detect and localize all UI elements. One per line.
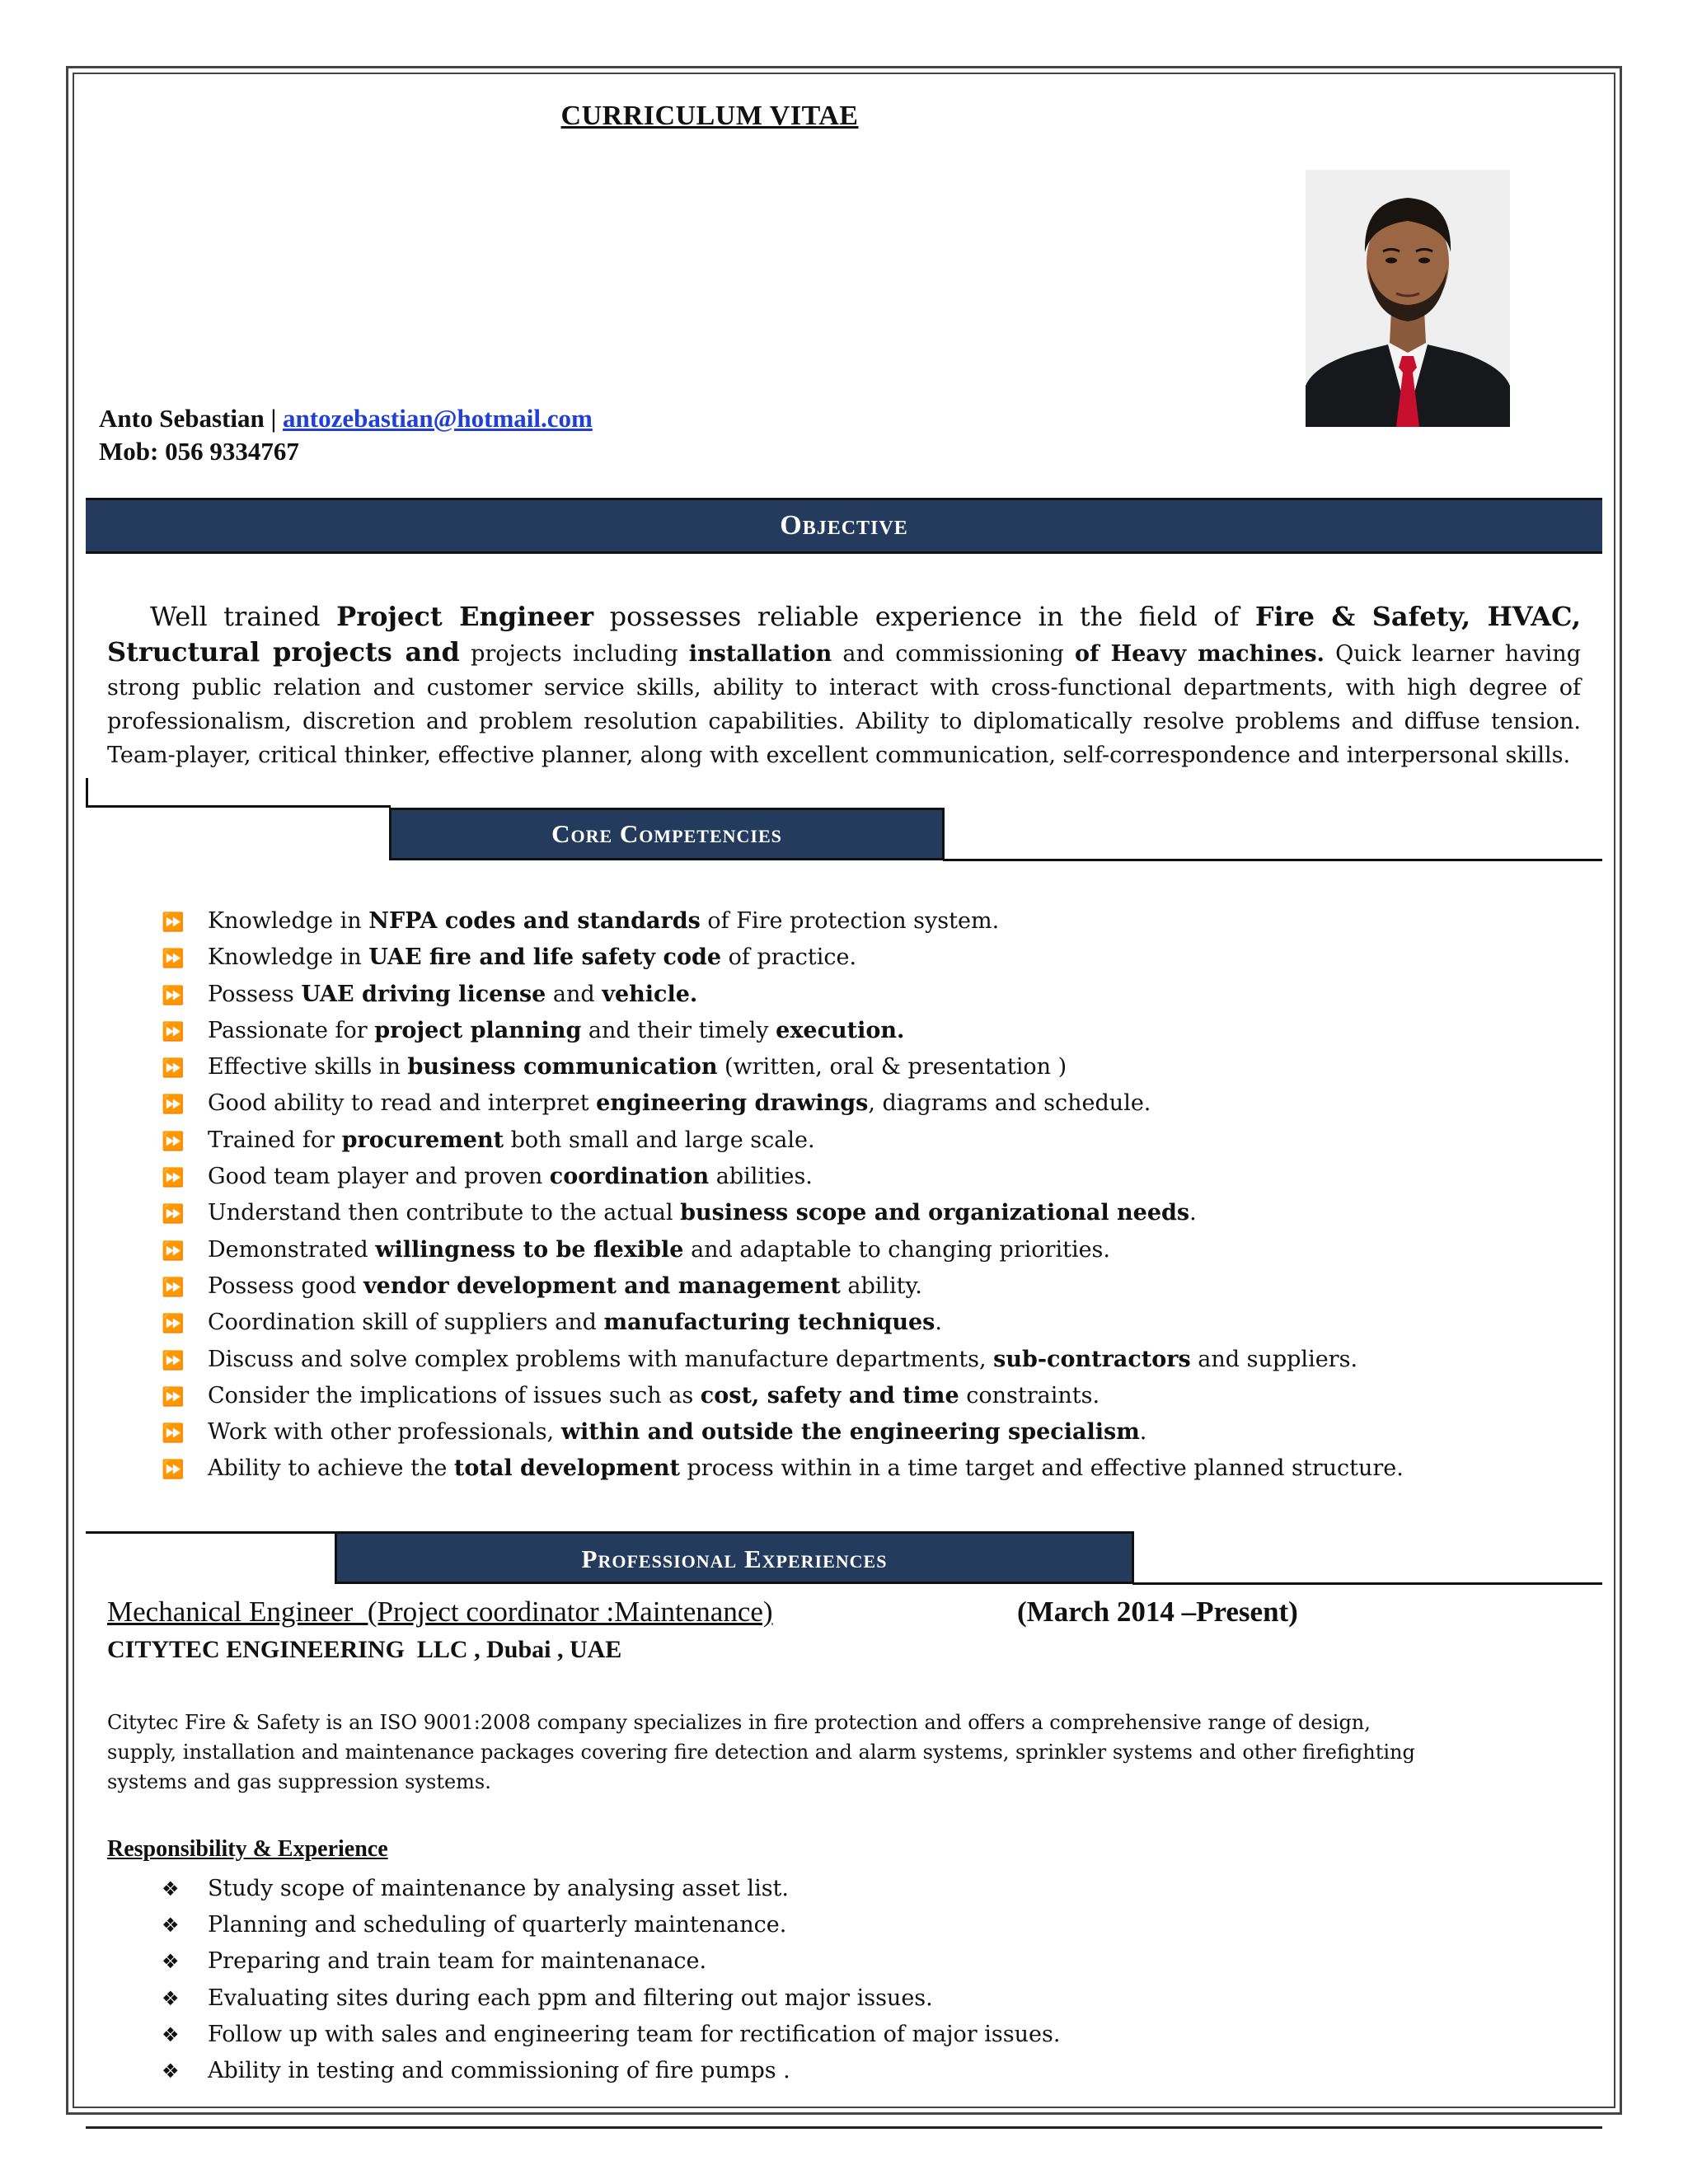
text: ability. xyxy=(840,1272,922,1299)
responsibility-text: Ability in testing and commissioning of fire pumps . xyxy=(208,2057,790,2083)
double-triangle-right-icon: ⏩ xyxy=(162,1423,185,1445)
responsibility-heading: Responsibility & Experience xyxy=(107,1836,388,1862)
bold-text: project planning xyxy=(374,1017,582,1043)
text: , diagrams and schedule. xyxy=(868,1090,1151,1117)
text: Good team player and proven xyxy=(208,1164,550,1190)
bold-text: engineering drawings xyxy=(596,1090,869,1117)
competency-item xyxy=(162,977,1404,1013)
text: and xyxy=(546,981,603,1007)
competency-item xyxy=(162,1305,1404,1341)
text: Trained for xyxy=(208,1127,342,1153)
text: Understand then contribute to the actual xyxy=(208,1200,681,1226)
bold-text: business scope and organizational needs xyxy=(680,1200,1190,1226)
separator: | xyxy=(264,404,284,433)
double-triangle-right-icon: ⏩ xyxy=(162,1460,185,1481)
text: Work with other professionals, xyxy=(208,1419,561,1446)
text: Demonstrated xyxy=(208,1236,376,1263)
text: possesses reliable experience in the field of xyxy=(593,601,1255,632)
competency-item xyxy=(162,1232,1404,1268)
responsibility-item xyxy=(162,1907,1060,1943)
double-triangle-right-icon: ⏩ xyxy=(162,1021,185,1043)
text: projects including xyxy=(459,641,689,667)
text: Discuss and solve complex problems with manufacture departments, xyxy=(208,1346,994,1372)
text: Passionate for xyxy=(208,1017,375,1043)
text: and suppliers. xyxy=(1190,1346,1358,1372)
text: of practice. xyxy=(721,944,857,971)
objective-paragraph xyxy=(107,600,1581,772)
responsibility-item xyxy=(162,1871,1060,1907)
bold-text: vehicle. xyxy=(602,981,698,1007)
text: and their timely xyxy=(581,1017,776,1043)
double-triangle-right-icon: ⏩ xyxy=(162,912,185,933)
competency-item xyxy=(162,1378,1404,1414)
double-triangle-right-icon: ⏩ xyxy=(162,1277,185,1298)
responsibility-text: Planning and scheduling of quarterly maintenance. xyxy=(208,1912,787,1938)
text: Effective skills in xyxy=(208,1054,408,1080)
responsibility-text: Follow up with sales and engineering team for rectification of major issues. xyxy=(208,2021,1061,2047)
bold-text: sub-contractors xyxy=(993,1346,1191,1372)
double-triangle-right-icon: ⏩ xyxy=(162,949,185,970)
responsibility-item xyxy=(162,1980,1060,2017)
profile-photo xyxy=(1306,170,1510,427)
bold-text: Project Engineer xyxy=(336,601,594,632)
email-link[interactable]: antozebastian@hotmail.com xyxy=(283,404,593,433)
text: Well trained xyxy=(150,601,337,632)
text: . xyxy=(1189,1200,1197,1226)
text: Quick learner having strong public relation and customer service skills, ability to interact with cross-functional departments, with high degree of professionalism, discretion and problem resolution capabilities. Ability to diplomatically resolve problems and diffuse tension. Team-player, critical thinker, effective planner, along with excellent communication, self-correspondence and interpersonal skills. xyxy=(107,641,1581,768)
bold-text: procurement xyxy=(341,1127,504,1153)
bold-text: cost, safety and time xyxy=(700,1382,959,1408)
four-diamond-bullet-icon: ❖ xyxy=(162,1986,180,2010)
text: Ability to achieve the xyxy=(208,1455,454,1482)
double-triangle-right-icon: ⏩ xyxy=(162,1350,185,1371)
contact-block xyxy=(99,402,593,468)
text: Coordination skill of suppliers and xyxy=(208,1310,604,1336)
bold-text: Fire & Safety, HVAC, Structural projects and xyxy=(107,601,1582,668)
section-rule xyxy=(86,805,391,808)
text: (written, oral & presentation ) xyxy=(717,1054,1067,1080)
experience-heading-band xyxy=(335,1531,1134,1584)
bold-text: total development xyxy=(453,1455,680,1482)
four-diamond-bullet-icon: ❖ xyxy=(162,2022,180,2046)
text: . xyxy=(935,1310,942,1336)
competency-item xyxy=(162,1195,1404,1231)
four-diamond-bullet-icon: ❖ xyxy=(162,2059,180,2083)
candidate-name: Anto Sebastian xyxy=(99,404,265,433)
bold-text: willingness to be flexible xyxy=(375,1236,684,1263)
experience-heading: Professional Experiences xyxy=(581,1544,888,1573)
text: constraints. xyxy=(959,1382,1100,1408)
bold-text: NFPA codes and standards xyxy=(368,908,701,934)
text: Possess good xyxy=(208,1272,363,1299)
bold-text: execution. xyxy=(776,1017,905,1043)
competency-item xyxy=(162,1414,1404,1451)
four-diamond-bullet-icon: ❖ xyxy=(162,1914,180,1938)
name-email-line xyxy=(99,402,593,435)
four-diamond-bullet-icon: ❖ xyxy=(162,1950,180,1974)
text: Knowledge in xyxy=(208,944,369,971)
text: and adaptable to changing priorities. xyxy=(683,1236,1110,1263)
bold-text: UAE fire and life safety code xyxy=(368,944,722,971)
objective-heading: Objective xyxy=(780,510,908,541)
double-triangle-right-icon: ⏩ xyxy=(162,1058,185,1080)
competency-item xyxy=(162,1085,1404,1122)
responsibility-text: Study scope of maintenance by analysing asset list. xyxy=(208,1876,789,1901)
bottom-rule xyxy=(86,2126,1602,2129)
competency-item xyxy=(162,1268,1404,1305)
bold-text: vendor development and management xyxy=(363,1272,841,1299)
responsibility-list xyxy=(162,1871,1060,2089)
objective-heading-band xyxy=(86,498,1602,554)
text: both small and large scale. xyxy=(504,1127,815,1153)
company-name: CITYTEC ENGINEERING LLC , Dubai , UAE xyxy=(107,1636,622,1663)
text: abilities. xyxy=(709,1164,813,1190)
competency-item xyxy=(162,903,1404,940)
responsibility-item xyxy=(162,1943,1060,1980)
core-competencies-heading-band xyxy=(389,808,945,860)
double-triangle-right-icon: ⏩ xyxy=(162,1240,185,1262)
company-description: Citytec Fire & Safety is an ISO 9001:2008 company specializes in fire protection and offers a comprehensive range of design, supply, installation and maintenance packages covering fire detection and alarm systems, sprinkler systems and other firefighting systems and gas suppression systems. xyxy=(107,1711,1415,1793)
responsibility-item xyxy=(162,2017,1060,2053)
core-competencies-list xyxy=(162,903,1404,1488)
bold-text: UAE driving license xyxy=(301,981,546,1007)
double-triangle-right-icon: ⏩ xyxy=(162,1131,185,1152)
four-diamond-bullet-icon: ❖ xyxy=(162,1877,180,1900)
profile-photo-image xyxy=(1306,170,1510,427)
competency-item xyxy=(162,1342,1404,1378)
text: Knowledge in xyxy=(208,908,369,934)
double-triangle-right-icon: ⏩ xyxy=(162,1204,185,1226)
section-rule xyxy=(86,778,88,806)
competency-item xyxy=(162,1013,1404,1049)
bold-text: within and outside the engineering specialism xyxy=(560,1419,1140,1446)
section-rule xyxy=(1132,1582,1602,1585)
double-triangle-right-icon: ⏩ xyxy=(162,985,185,1006)
double-triangle-right-icon: ⏩ xyxy=(162,1386,185,1408)
text: process within in a time target and effective planned structure. xyxy=(679,1455,1404,1482)
mobile-number: Mob: 056 9334767 xyxy=(99,437,299,466)
text: and commissioning xyxy=(832,641,1075,667)
bold-text: manufacturing techniques xyxy=(603,1310,935,1336)
bold-text: installation xyxy=(688,641,832,667)
competency-item xyxy=(162,1122,1404,1159)
section-rule xyxy=(943,859,1602,861)
text: of Fire protection system. xyxy=(700,908,1000,934)
text: Consider the implications of issues such as xyxy=(208,1382,701,1408)
text: . xyxy=(1139,1419,1147,1446)
job-title: Mechanical Engineer (Project coordinator :Maintenance) xyxy=(107,1596,773,1628)
double-triangle-right-icon: ⏩ xyxy=(162,1314,185,1335)
core-competencies-heading: Core Competencies xyxy=(551,819,782,848)
competency-item xyxy=(162,940,1404,976)
competency-item xyxy=(162,1159,1404,1195)
responsibility-text: Evaluating sites during each ppm and filtering out major issues. xyxy=(208,1985,933,2011)
cv-title: CURRICULUM VITAE xyxy=(560,101,859,131)
responsibility-item xyxy=(162,2053,1060,2089)
competency-item xyxy=(162,1049,1404,1085)
text: Good ability to read and interpret xyxy=(208,1090,597,1117)
text: Possess xyxy=(208,981,302,1007)
bold-text: business communication xyxy=(407,1054,718,1080)
section-rule xyxy=(86,1531,336,1534)
responsibility-text: Preparing and train team for maintenanace. xyxy=(208,1948,707,1975)
job-dates: (March 2014 –Present) xyxy=(1017,1596,1298,1628)
bold-text: coordination xyxy=(549,1164,710,1190)
bold-text: of Heavy machines. xyxy=(1074,641,1325,667)
competency-item xyxy=(162,1451,1404,1487)
double-triangle-right-icon: ⏩ xyxy=(162,1168,185,1189)
double-triangle-right-icon: ⏩ xyxy=(162,1094,185,1116)
